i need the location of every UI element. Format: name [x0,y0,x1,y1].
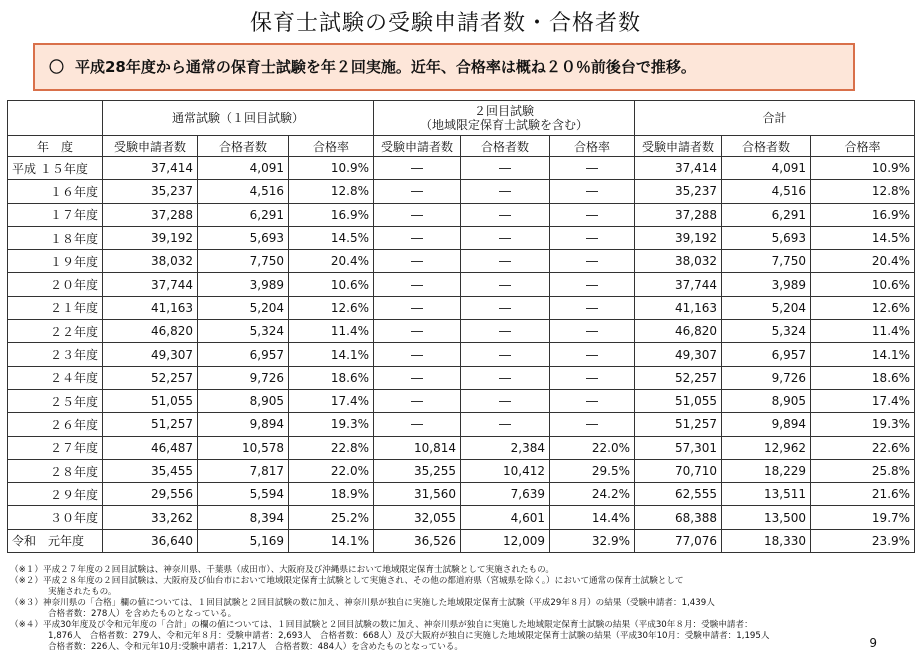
value-cell: 52,257 [635,366,722,389]
table-row [8,157,915,180]
empty-cell: ― [374,343,461,366]
table-row [8,180,915,203]
empty-cell: ― [374,366,461,389]
value-cell: 4,601 [461,506,550,529]
empty-cell: ― [550,343,635,366]
empty-cell: ― [374,413,461,436]
value-cell: 21.6% [811,483,915,506]
value-cell: 4,516 [722,180,811,203]
value-cell: 25.2% [289,506,374,529]
value-cell: 6,291 [722,203,811,226]
empty-cell: ― [550,226,635,249]
year-cell: ３０年度 [8,506,103,529]
empty-cell: ― [550,180,635,203]
value-cell: 39,192 [635,226,722,249]
table-row [8,226,915,249]
value-cell: 11.4% [811,320,915,343]
column-header: 合格率 [550,136,635,157]
value-cell: 19.3% [811,413,915,436]
value-cell: 36,640 [103,529,198,552]
empty-cell: ― [374,157,461,180]
value-cell: 3,989 [722,273,811,296]
footnote-text: 平成２８年度の２回目試験は、大阪府及び仙台市において地域限定保育士試験として実施され、その他の都道府県（宮城県を除く。）において通常の保育士試験として [42,576,684,586]
year-cell: ２６年度 [8,413,103,436]
value-cell: 5,693 [198,226,289,249]
value-cell: 19.3% [289,413,374,436]
value-cell: 10.9% [811,157,915,180]
value-cell: 39,192 [103,226,198,249]
value-cell: 46,820 [103,320,198,343]
page-number: 9 [869,636,877,650]
value-cell: 5,204 [722,296,811,319]
value-cell: 18.6% [289,366,374,389]
value-cell: 9,894 [722,413,811,436]
value-cell: 14.5% [289,226,374,249]
value-cell: 4,091 [198,157,289,180]
value-cell: 37,288 [103,203,198,226]
table-row [8,459,915,482]
empty-cell: ― [374,250,461,273]
year-cell: ２３年度 [8,343,103,366]
value-cell: 70,710 [635,459,722,482]
value-cell: 12.8% [811,180,915,203]
value-cell: 29.5% [550,459,635,482]
value-cell: 10,578 [198,436,289,459]
value-cell: 5,204 [198,296,289,319]
value-cell: 12.6% [289,296,374,319]
table-row [8,296,915,319]
value-cell: 14.1% [811,343,915,366]
empty-cell: ― [550,157,635,180]
empty-cell: ― [550,413,635,436]
empty-cell: ― [550,366,635,389]
empty-cell: ― [374,296,461,319]
value-cell: 10.9% [289,157,374,180]
value-cell: 51,055 [103,389,198,412]
footnote-text: 平成30年度及び令和元年度の「合計」の欄の値については、１回目試験と２回目試験の数に加え、神奈川県が独自に実施した地域限定保育士試験の結果（平成30年８月：受験申請者： [42,620,753,630]
value-cell: 22.6% [811,436,915,459]
value-cell: 33,262 [103,506,198,529]
exam-statistics-table [7,100,915,553]
value-cell: 5,324 [722,320,811,343]
group-header-total: 合計 [635,101,915,136]
year-cell: ２７年度 [8,436,103,459]
table-row [8,343,915,366]
column-header: 受験申請者数 [103,136,198,157]
value-cell: 35,455 [103,459,198,482]
group-header-second-line2: （地域限定保育士試験を含む） [420,118,589,132]
empty-cell: ― [461,343,550,366]
empty-cell: ― [550,389,635,412]
value-cell: 23.9% [811,529,915,552]
value-cell: 22.8% [289,436,374,459]
empty-cell: ― [461,413,550,436]
value-cell: 51,055 [635,389,722,412]
empty-cell: ― [550,296,635,319]
footnote-marker: （※２） [10,576,43,586]
footnote-text: 平成２７年度の２回目試験は、神奈川県、千葉県（成田市）、大阪府及び沖縄県において地域限定保育士試験として実施されたもの。 [42,565,554,575]
value-cell: 12,009 [461,529,550,552]
footnote [10,620,870,631]
value-cell: 37,744 [635,273,722,296]
table-row [8,529,915,552]
year-cell: ２８年度 [8,459,103,482]
table-row [8,506,915,529]
footnote-continuation: 合格者数：278人）を含めたものとなっている。 [48,609,237,619]
value-cell: 14.1% [289,529,374,552]
summary-callout [33,43,855,91]
group-header-regular: 通常試験（１回目試験） [103,101,374,136]
value-cell: 51,257 [103,413,198,436]
table-row [8,483,915,506]
value-cell: 18,229 [722,459,811,482]
value-cell: 8,905 [198,389,289,412]
table-row [8,413,915,436]
callout-text: 平成28年度から通常の保育士試験を年２回実施。近年、合格率は概ね２０％前後台で推移。 [75,58,696,76]
value-cell: 41,163 [635,296,722,319]
value-cell: 41,163 [103,296,198,319]
footnote [10,565,870,576]
value-cell: 22.0% [289,459,374,482]
value-cell: 8,394 [198,506,289,529]
value-cell: 13,511 [722,483,811,506]
value-cell: 5,594 [198,483,289,506]
value-cell: 25.8% [811,459,915,482]
column-header: 合格者数 [722,136,811,157]
value-cell: 31,560 [374,483,461,506]
value-cell: 35,237 [635,180,722,203]
value-cell: 19.7% [811,506,915,529]
value-cell: 38,032 [635,250,722,273]
empty-cell: ― [461,203,550,226]
empty-cell: ― [550,250,635,273]
value-cell: 20.4% [289,250,374,273]
value-cell: 8,905 [722,389,811,412]
value-cell: 35,237 [103,180,198,203]
year-header: 年 度 [8,136,103,157]
value-cell: 32,055 [374,506,461,529]
circle-bullet-icon: 〇 [49,58,65,76]
value-cell: 14.5% [811,226,915,249]
empty-cell: ― [461,226,550,249]
value-cell: 18,330 [722,529,811,552]
group-header-second [374,101,635,136]
value-cell: 6,291 [198,203,289,226]
value-cell: 9,726 [198,366,289,389]
value-cell: 17.4% [811,389,915,412]
empty-cell: ― [461,157,550,180]
footnote-text: 神奈川県の「合格」欄の値については、１回目試験と２回目試験の数に加え、神奈川県が独自に実施した地域限定保育士試験（平成29年８月）の結果（受験申請者：1,439人 [42,598,715,608]
year-cell: ２２年度 [8,320,103,343]
value-cell: 10.6% [811,273,915,296]
empty-cell: ― [461,296,550,319]
year-cell: 令和 元年度 [8,529,103,552]
value-cell: 7,750 [722,250,811,273]
page-title: 保育士試験の受験申請者数・合格者数 [249,11,641,36]
value-cell: 46,487 [103,436,198,459]
value-cell: 20.4% [811,250,915,273]
year-cell: １８年度 [8,226,103,249]
table-row [8,273,915,296]
column-header: 合格率 [289,136,374,157]
value-cell: 49,307 [103,343,198,366]
column-header: 合格者数 [461,136,550,157]
empty-cell: ― [461,180,550,203]
value-cell: 9,894 [198,413,289,436]
empty-cell: ― [374,320,461,343]
value-cell: 13,500 [722,506,811,529]
empty-cell: ― [550,203,635,226]
year-cell: 平成 １５年度 [8,157,103,180]
value-cell: 12.8% [289,180,374,203]
value-cell: 36,526 [374,529,461,552]
value-cell: 38,032 [103,250,198,273]
empty-cell: ― [461,389,550,412]
value-cell: 5,169 [198,529,289,552]
year-cell: ２９年度 [8,483,103,506]
empty-cell: ― [374,226,461,249]
value-cell: 51,257 [635,413,722,436]
value-cell: 68,388 [635,506,722,529]
table-row [8,250,915,273]
value-cell: 49,307 [635,343,722,366]
value-cell: 37,414 [103,157,198,180]
value-cell: 18.9% [289,483,374,506]
empty-cell: ― [461,250,550,273]
value-cell: 22.0% [550,436,635,459]
value-cell: 24.2% [550,483,635,506]
value-cell: 14.4% [550,506,635,529]
empty-cell: ― [374,389,461,412]
value-cell: 52,257 [103,366,198,389]
value-cell: 6,957 [722,343,811,366]
table-row [8,436,915,459]
empty-cell: ― [374,180,461,203]
value-cell: 10.6% [289,273,374,296]
value-cell: 7,639 [461,483,550,506]
value-cell: 37,744 [103,273,198,296]
footnote-continuation: 1,876人 合格者数：279人、令和元年８月：受験申請者：2,693人 合格者数：668人）及び大阪府が独自に実施した地域限定保育士試験の結果（平成30年10月：受験申請者：1,195人 [48,631,770,641]
footnote-marker: （※３） [10,598,43,608]
value-cell: 17.4% [289,389,374,412]
value-cell: 7,750 [198,250,289,273]
value-cell: 4,091 [722,157,811,180]
empty-cell: ― [461,273,550,296]
value-cell: 16.9% [811,203,915,226]
value-cell: 77,076 [635,529,722,552]
year-cell: ２５年度 [8,389,103,412]
value-cell: 14.1% [289,343,374,366]
table-row [8,366,915,389]
value-cell: 16.9% [289,203,374,226]
empty-cell: ― [550,273,635,296]
year-cell: ２４年度 [8,366,103,389]
value-cell: 3,989 [198,273,289,296]
value-cell: 32.9% [550,529,635,552]
footnote [10,576,870,587]
value-cell: 18.6% [811,366,915,389]
empty-cell: ― [461,366,550,389]
footnote [10,598,870,609]
value-cell: 5,324 [198,320,289,343]
empty-cell: ― [461,320,550,343]
column-header: 受験申請者数 [374,136,461,157]
value-cell: 12,962 [722,436,811,459]
value-cell: 11.4% [289,320,374,343]
value-cell: 9,726 [722,366,811,389]
corner-cell [8,101,103,136]
footnote-continuation: 合格者数：226人、令和元年10月:受験申請者：1,217人 合格者数：484人）を含めたものとなっている。 [48,642,463,652]
column-header: 合格者数 [198,136,289,157]
value-cell: 10,412 [461,459,550,482]
table-row [8,320,915,343]
value-cell: 29,556 [103,483,198,506]
value-cell: 12.6% [811,296,915,319]
value-cell: 6,957 [198,343,289,366]
column-header: 合格率 [811,136,915,157]
footnote-marker: （※４） [10,620,43,630]
table-row [8,203,915,226]
year-cell: １９年度 [8,250,103,273]
footnotes [10,565,870,653]
value-cell: 46,820 [635,320,722,343]
group-header-second-line1: ２回目試験 [474,104,535,118]
value-cell: 7,817 [198,459,289,482]
table-row [8,389,915,412]
year-cell: ２０年度 [8,273,103,296]
empty-cell: ― [550,320,635,343]
value-cell: 5,693 [722,226,811,249]
column-header: 受験申請者数 [635,136,722,157]
value-cell: 37,414 [635,157,722,180]
value-cell: 10,814 [374,436,461,459]
empty-cell: ― [374,203,461,226]
empty-cell: ― [374,273,461,296]
value-cell: 62,555 [635,483,722,506]
value-cell: 35,255 [374,459,461,482]
year-cell: １６年度 [8,180,103,203]
year-cell: ２１年度 [8,296,103,319]
value-cell: 57,301 [635,436,722,459]
footnote-marker: （※１） [10,565,43,575]
value-cell: 2,384 [461,436,550,459]
footnote-continuation: 実施されたもの。 [48,587,117,597]
value-cell: 4,516 [198,180,289,203]
year-cell: １７年度 [8,203,103,226]
value-cell: 37,288 [635,203,722,226]
